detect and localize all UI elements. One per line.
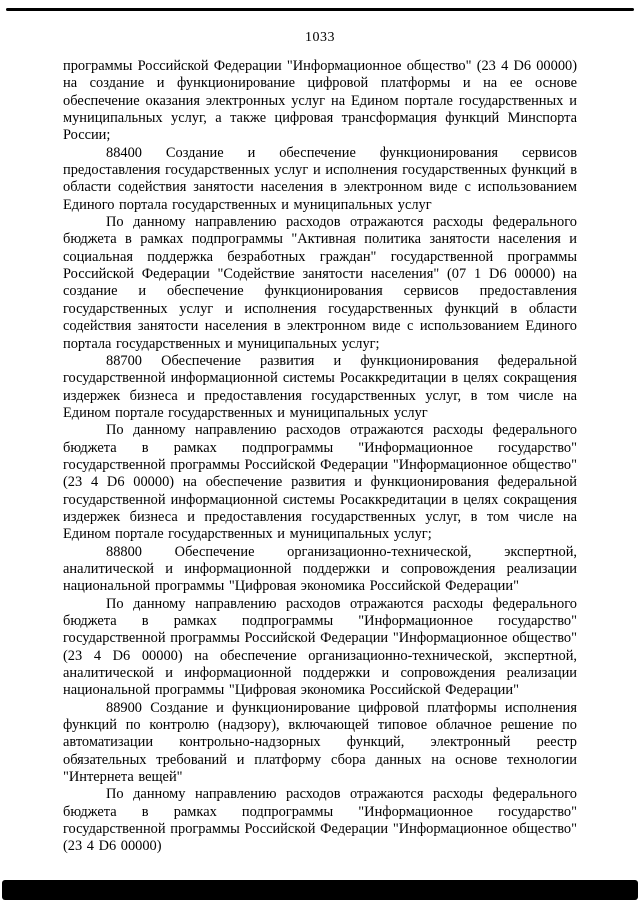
paragraph-description: По данному направлению расходов отражаются расходы федерального бюджета в рамках подпрограммы "Информационное государство" государственной программы Российской Федерации "Информационное общество" (23 4 D6 00000) <box>63 786 577 855</box>
paragraph-code-88800: 88800 Обеспечение организационно-технической, экспертной, аналитической и информационной поддержки и сопровождения реализации национальной программы "Цифровая экономика Российской Федерации" <box>63 543 577 595</box>
page-number: 1033 <box>305 30 335 45</box>
paragraph-description: По данному направлению расходов отражаются расходы федерального бюджета в рамках подпрограммы "Информационное государство" государственной программы Российской Федерации "Информационное общество" (23 4 D6 00000) на обеспечение организационно-технической, экспертной, аналитической и информационной поддержки и сопровождения реализации национальной программы "Цифровая экономика Российской Федерации" <box>63 595 577 699</box>
document-body <box>63 58 577 856</box>
paragraph-description: По данному направлению расходов отражаются расходы федерального бюджета в рамках подпрограммы "Активная политика занятости населения и социальная поддержка безработных граждан" государственной программы Российской Федерации "Содействие занятости населения" (07 1 D6 00000) на создание и обеспечение функционирования сервисов предоставления государственных услуг и исполнения государственных функций в области содействия занятости населения в электронном виде с использованием Единого портала государственных и муниципальных услуг; <box>63 214 577 352</box>
paragraph-code-88700: 88700 Обеспечение развития и функционирования федеральной государственной информационной системы Росаккредитации в целях сокращения издержек бизнеса и предоставления государственных услуг, в том числе на Едином портале государственных и муниципальных услуг <box>63 352 577 421</box>
paragraph-code-88400: 88400 Создание и обеспечение функционирования сервисов предоставления государственных услуг и исполнения государственных функций в области содействия занятости населения в электронном виде с использованием Единого портала государственных и муниципальных услуг <box>63 144 577 213</box>
bottom-border-bar <box>2 880 638 900</box>
paragraph-continuation: программы Российской Федерации "Информационное общество" (23 4 D6 00000) на создание и функционирование цифровой платформы и на ее основе обеспечение оказания электронных услуг на Едином портале государственных и муниципальных услуг, а также цифровая трансформация функций Минспорта России; <box>63 58 577 144</box>
paragraph-description: По данному направлению расходов отражаются расходы федерального бюджета в рамках подпрограммы "Информационное государство" государственной программы Российской Федерации "Информационное общество" (23 4 D6 00000) на обеспечение развития и функционирования федеральной государственной информационной системы Росаккредитации в целях сокращения издержек бизнеса и предоставления государственных услуг, в том числе на Едином портале государственных и муниципальных услуг; <box>63 422 577 543</box>
paragraph-code-88900: 88900 Создание и функционирование цифровой платформы исполнения функций по контролю (надзору), включающей типовое облачное решение по автоматизации контрольно-надзорных функций, электронный реестр обязательных требований и платформу сбора данных на основе технологии "Интернета вещей" <box>63 699 577 786</box>
top-border-line <box>6 8 634 11</box>
